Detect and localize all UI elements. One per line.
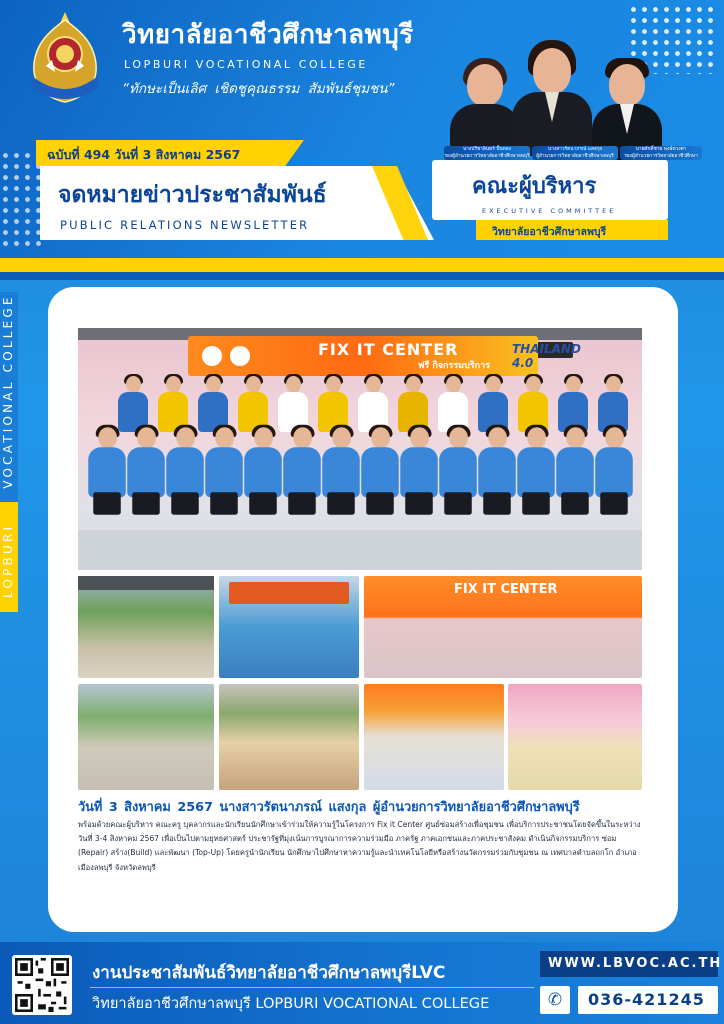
thumbnail-speaker bbox=[364, 684, 504, 790]
person bbox=[400, 427, 438, 515]
person bbox=[556, 427, 594, 515]
banner-thailand: THAILAND 4.0 bbox=[512, 342, 581, 370]
thumbnail-repair-activity bbox=[78, 684, 214, 790]
phone-number[interactable]: 036-421245 bbox=[588, 990, 705, 1009]
person bbox=[439, 427, 477, 515]
college-logo bbox=[24, 10, 106, 106]
thumbnail-outdoor-group bbox=[78, 576, 214, 678]
article-date-line: วันที่ 3 สิงหาคม 2567 นางสาวรัตนาภรณ์ แสงกุล ผู้อำนวยการวิทยาลัยอาชีวศึกษาลพบุรี bbox=[78, 800, 580, 815]
thumbnail-activity-crowd bbox=[219, 576, 359, 678]
banner-title: FIX IT CENTER bbox=[318, 340, 459, 359]
newsletter-title-th: จดหมายข่าวประชาสัมพันธ์ bbox=[58, 182, 327, 208]
executive-portrait bbox=[512, 40, 592, 150]
person bbox=[322, 427, 360, 515]
qr-code[interactable] bbox=[12, 955, 72, 1015]
article-body: พร้อมด้วยคณะผู้บริหาร คณะครู บุคลากรและนักเรียนนักศึกษาเข้าร่วมให้ความรู้ในโครงการ Fix it Center ศูนย์ซ่อมสร้างเพื่อชุมชน เพื่อบริการประชาชนโดยจัดขึ้นในระหว่างวันที่ 3-4 สิงหาคม 2567 เพื่อเป็นไปตามยุทธศาสตร์ ประชารัฐที่มุ่งเน้นการบูรณาการความร่วมมือ ภาครัฐ ภาคเอกชนและภาคประชาสังคม ดำเนินกิจกรรมบริการ ซ่อม (Repair) สร้าง(Build) และพัฒนา (Top-Up) โดยครูนำนักเรียน นักศึกษาไปศึกษาหาความรู้และนำเทคโนโลยีหรือสร้างนวัตกรรมร่วมกับชุมชน ณ เทศบาลตำบลถกโก อำเภอเมืองลพบุรี จังหวัดลพบุรี bbox=[78, 820, 641, 872]
executive-portrait bbox=[450, 58, 520, 154]
executive-name-tag: นายศักดิ์ชาย พงษ์ทวงศา รองผู้อำนวยการวิทยาลัยอาชีวศึกษา bbox=[620, 146, 702, 160]
executive-portrait bbox=[592, 58, 662, 154]
thumbnail-cooking-activity bbox=[219, 684, 359, 790]
executive-name-tag: นางปรีชาลินทร์ ปั้นทอง รองผู้อำนวยการวิทยาลัยอาชีวศึกษาลพบุรี bbox=[444, 147, 530, 159]
college-name-th: วิทยาลัยอาชีวศึกษาลพบุรี bbox=[122, 20, 414, 50]
person bbox=[517, 427, 555, 515]
footer-pr-department: งานประชาสัมพันธ์วิทยาลัยอาชีวศึกษาลพบุรีLVC bbox=[92, 963, 446, 983]
banner-free-service: ฟรี กิจกรรมบริการ bbox=[418, 361, 490, 371]
committee-title-en: EXECUTIVE COMMITTEE bbox=[482, 207, 617, 215]
newsletter-title-en: PUBLIC RELATIONS NEWSLETTER bbox=[60, 218, 310, 232]
event-banner bbox=[188, 336, 581, 376]
side-label-text: LOPBURI VOCATIONAL COLLEGE bbox=[1, 294, 15, 598]
person bbox=[478, 427, 516, 515]
college-name-en: LOPBURI VOCATIONAL COLLEGE bbox=[124, 58, 368, 71]
phone-icon: ✆ bbox=[540, 986, 570, 1014]
divider-yellow bbox=[0, 258, 724, 272]
thumbnail-banner-group: FIX IT CENTER bbox=[364, 576, 642, 678]
qr-code-icon bbox=[15, 958, 69, 1012]
issue-number: ฉบับที่ 494 วันที่ 3 สิงหาคม 2567 bbox=[47, 147, 241, 162]
committee-title-th: คณะผู้บริหาร bbox=[472, 174, 597, 199]
person bbox=[205, 427, 243, 515]
main-group-photo bbox=[78, 328, 642, 570]
college-slogan: “ทักษะเป็นเลิศ เชิดชูคุณธรรม สัมพันธ์ชุมชน” bbox=[122, 81, 395, 97]
footer-divider bbox=[90, 987, 534, 988]
website-link[interactable]: WWW.LBVOC.AC.TH bbox=[548, 956, 723, 971]
person bbox=[127, 427, 165, 515]
person bbox=[283, 427, 321, 515]
footer-college-name: วิทยาลัยอาชีวศึกษาลพบุรี LOPBURI VOCATIONAL COLLEGE bbox=[92, 995, 490, 1012]
thumbnail-audience bbox=[508, 684, 642, 790]
person bbox=[166, 427, 204, 515]
person bbox=[595, 427, 633, 515]
person bbox=[88, 427, 126, 515]
person bbox=[361, 427, 399, 515]
divider-blue bbox=[0, 272, 724, 280]
committee-subtitle: วิทยาลัยอาชีวศึกษาลพบุรี bbox=[492, 226, 607, 238]
person bbox=[244, 427, 282, 515]
executive-name-tag: นางสาวรัตนาภรณ์ แสงกุล ผู้อำนวยการวิทยาลัยอาชีวศึกษาลพบุรี bbox=[532, 146, 618, 160]
